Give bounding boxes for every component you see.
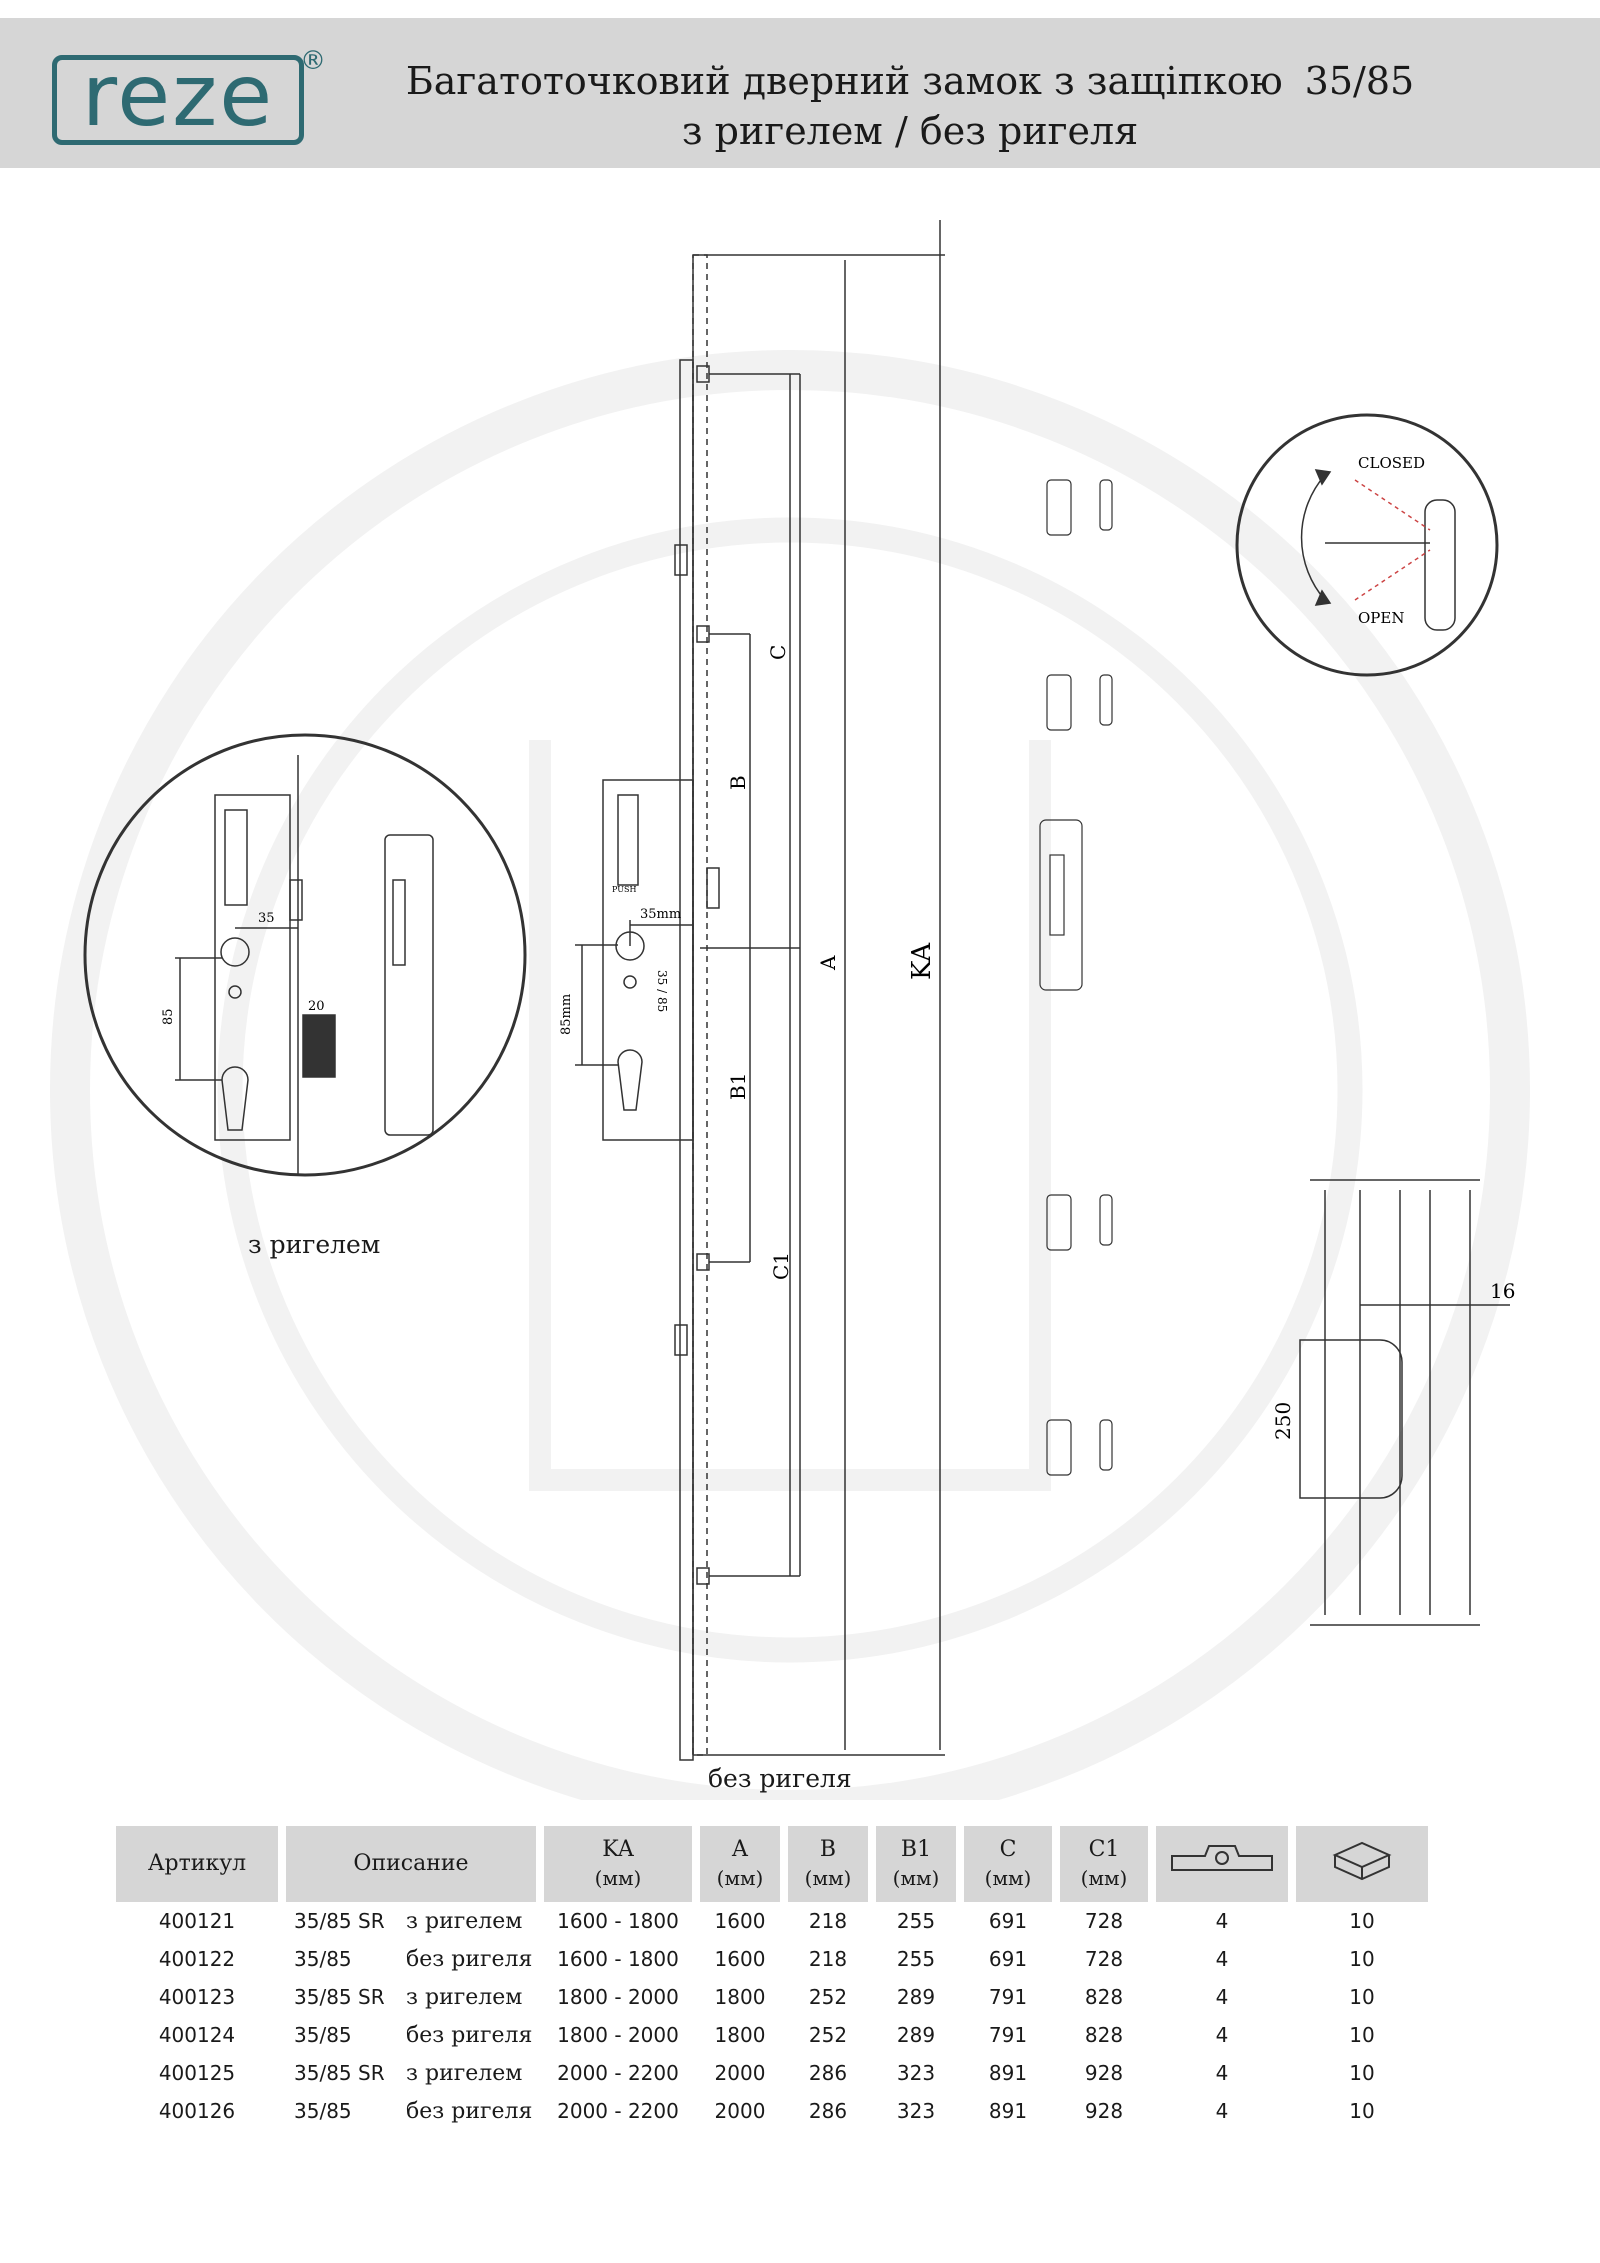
cell-ka: 1800 - 2000 — [557, 2023, 679, 2047]
keeper-icon — [1167, 1838, 1277, 1882]
cell-pack: 10 — [1349, 2023, 1375, 2047]
cell-description: 35/85 без ригеля — [294, 1946, 533, 1972]
cell-ka: 1800 - 2000 — [557, 1985, 679, 2009]
cell-keepers: 4 — [1215, 1909, 1229, 1933]
cell-article: 400125 — [158, 2061, 236, 2085]
caption-with-bolt: з ригелем — [248, 1230, 381, 1259]
cell-b: 286 — [808, 2061, 848, 2085]
cell-pack: 10 — [1349, 2061, 1375, 2085]
cell-a: 1800 — [714, 2023, 766, 2047]
cell-a: 2000 — [714, 2061, 766, 2085]
cell-ka: 1600 - 1800 — [557, 1909, 679, 1933]
header-bar — [0, 18, 1600, 168]
cell-b: 286 — [808, 2099, 848, 2123]
spec-table — [108, 1826, 1436, 2130]
cell-c: 891 — [988, 2061, 1028, 2085]
cell-b: 252 — [808, 1985, 848, 2009]
cell-a: 2000 — [714, 2099, 766, 2123]
cell-keepers: 4 — [1215, 1985, 1229, 2009]
dim-c1-label: C1 — [769, 1251, 793, 1280]
cell-c1: 928 — [1084, 2061, 1124, 2085]
cell-pack: 10 — [1349, 1985, 1375, 2009]
cell-pack: 10 — [1349, 2099, 1375, 2123]
cell-c: 891 — [988, 2099, 1028, 2123]
col-a: A (мм) — [700, 1826, 780, 1902]
cell-c1: 928 — [1084, 2099, 1124, 2123]
cell-article: 400124 — [158, 2023, 236, 2047]
page-title — [360, 56, 1460, 156]
detail-35-label: 35 — [258, 911, 275, 926]
col-pack-icon — [1296, 1826, 1428, 1902]
cell-c: 691 — [988, 1909, 1028, 1933]
cell-a: 1600 — [714, 1909, 766, 1933]
dim-c-label: C — [766, 644, 790, 660]
cell-description: 35/85 SR з ригелем — [294, 1908, 523, 1934]
cell-ka: 1600 - 1800 — [557, 1947, 679, 1971]
table-row — [116, 1940, 1428, 1978]
col-c1: C1 (мм) — [1060, 1826, 1148, 1902]
cell-c: 791 — [988, 2023, 1028, 2047]
cell-pack: 10 — [1349, 1947, 1375, 1971]
dim-16-label: 16 — [1490, 1279, 1516, 1303]
open-label: OPEN — [1358, 609, 1405, 627]
detail-85-label: 85 — [161, 1008, 176, 1025]
dim-b-label: B — [726, 775, 750, 790]
cell-description: 35/85 SR з ригелем — [294, 2060, 523, 2086]
dim-85mm-label: 85mm — [559, 993, 574, 1035]
dim-250-label: 250 — [1271, 1401, 1295, 1440]
cell-c1: 828 — [1084, 1985, 1124, 2009]
detail-20-label: 20 — [308, 999, 325, 1014]
dim-a-label: A — [816, 955, 840, 970]
title-line1: Багатоточковий дверний замок з защіпкою — [405, 59, 1283, 103]
cell-description: 35/85 без ригеля — [294, 2022, 533, 2048]
cell-keepers: 4 — [1215, 1947, 1229, 1971]
table-row — [116, 2016, 1428, 2054]
cell-description: 35/85 без ригеля — [294, 2098, 533, 2124]
table-row — [116, 2092, 1428, 2130]
title-line2: з ригелем / без ригеля — [681, 109, 1139, 153]
cell-ka: 2000 - 2200 — [557, 2099, 679, 2123]
cell-b1: 255 — [896, 1909, 936, 1933]
cell-a: 1600 — [714, 1947, 766, 1971]
dim-35-85-label: 35 / 85 — [655, 970, 669, 1013]
caption-without-bolt: без ригеля — [708, 1764, 852, 1793]
cell-c1: 728 — [1084, 1947, 1124, 1971]
closed-label: CLOSED — [1358, 454, 1425, 472]
col-b: B (мм) — [788, 1826, 868, 1902]
cell-keepers: 4 — [1215, 2061, 1229, 2085]
cell-article: 400126 — [158, 2099, 236, 2123]
dim-ka-label: KA — [907, 942, 937, 980]
table-row — [116, 2054, 1428, 2092]
cell-article: 400123 — [158, 1985, 236, 2009]
box-icon — [1327, 1835, 1397, 1885]
cell-b: 218 — [808, 1947, 848, 1971]
brand-logo: reze — [52, 55, 304, 145]
cell-keepers: 4 — [1215, 2099, 1229, 2123]
col-article: Артикул — [116, 1826, 278, 1902]
cell-pack: 10 — [1349, 1909, 1375, 1933]
cell-b1: 255 — [896, 1947, 936, 1971]
cell-c: 691 — [988, 1947, 1028, 1971]
cell-c1: 828 — [1084, 2023, 1124, 2047]
col-c: C (мм) — [964, 1826, 1052, 1902]
cell-b: 252 — [808, 2023, 848, 2047]
cell-a: 1800 — [714, 1985, 766, 2009]
table-row — [116, 1902, 1428, 1940]
cell-keepers: 4 — [1215, 2023, 1229, 2047]
cell-b1: 323 — [896, 2099, 936, 2123]
technical-drawing — [0, 180, 1600, 1800]
table-row — [116, 1978, 1428, 2016]
cell-article: 400122 — [158, 1947, 236, 1971]
cell-article: 400121 — [158, 1909, 236, 1933]
cell-b1: 289 — [896, 1985, 936, 2009]
cell-b1: 323 — [896, 2061, 936, 2085]
cell-c1: 728 — [1084, 1909, 1124, 1933]
lock-faceplate — [575, 220, 945, 1760]
push-label: PUSH — [612, 885, 637, 894]
cell-description: 35/85 SR з ригелем — [294, 1984, 523, 2010]
col-keeper-icon — [1156, 1826, 1288, 1902]
dim-b1-label: B1 — [726, 1072, 750, 1100]
title-code: 35/85 — [1304, 59, 1415, 103]
cell-c: 791 — [988, 1985, 1028, 2009]
table-body — [116, 1902, 1428, 2130]
cell-b1: 289 — [896, 2023, 936, 2047]
cell-b: 218 — [808, 1909, 848, 1933]
col-b1: B1 (мм) — [876, 1826, 956, 1902]
col-ka: KA (мм) — [544, 1826, 692, 1902]
cell-ka: 2000 - 2200 — [557, 2061, 679, 2085]
table-header-row — [116, 1826, 1428, 1902]
dim-35mm-label: 35mm — [640, 907, 682, 922]
col-description: Описание — [286, 1826, 536, 1902]
registered-mark: ® — [300, 46, 326, 76]
